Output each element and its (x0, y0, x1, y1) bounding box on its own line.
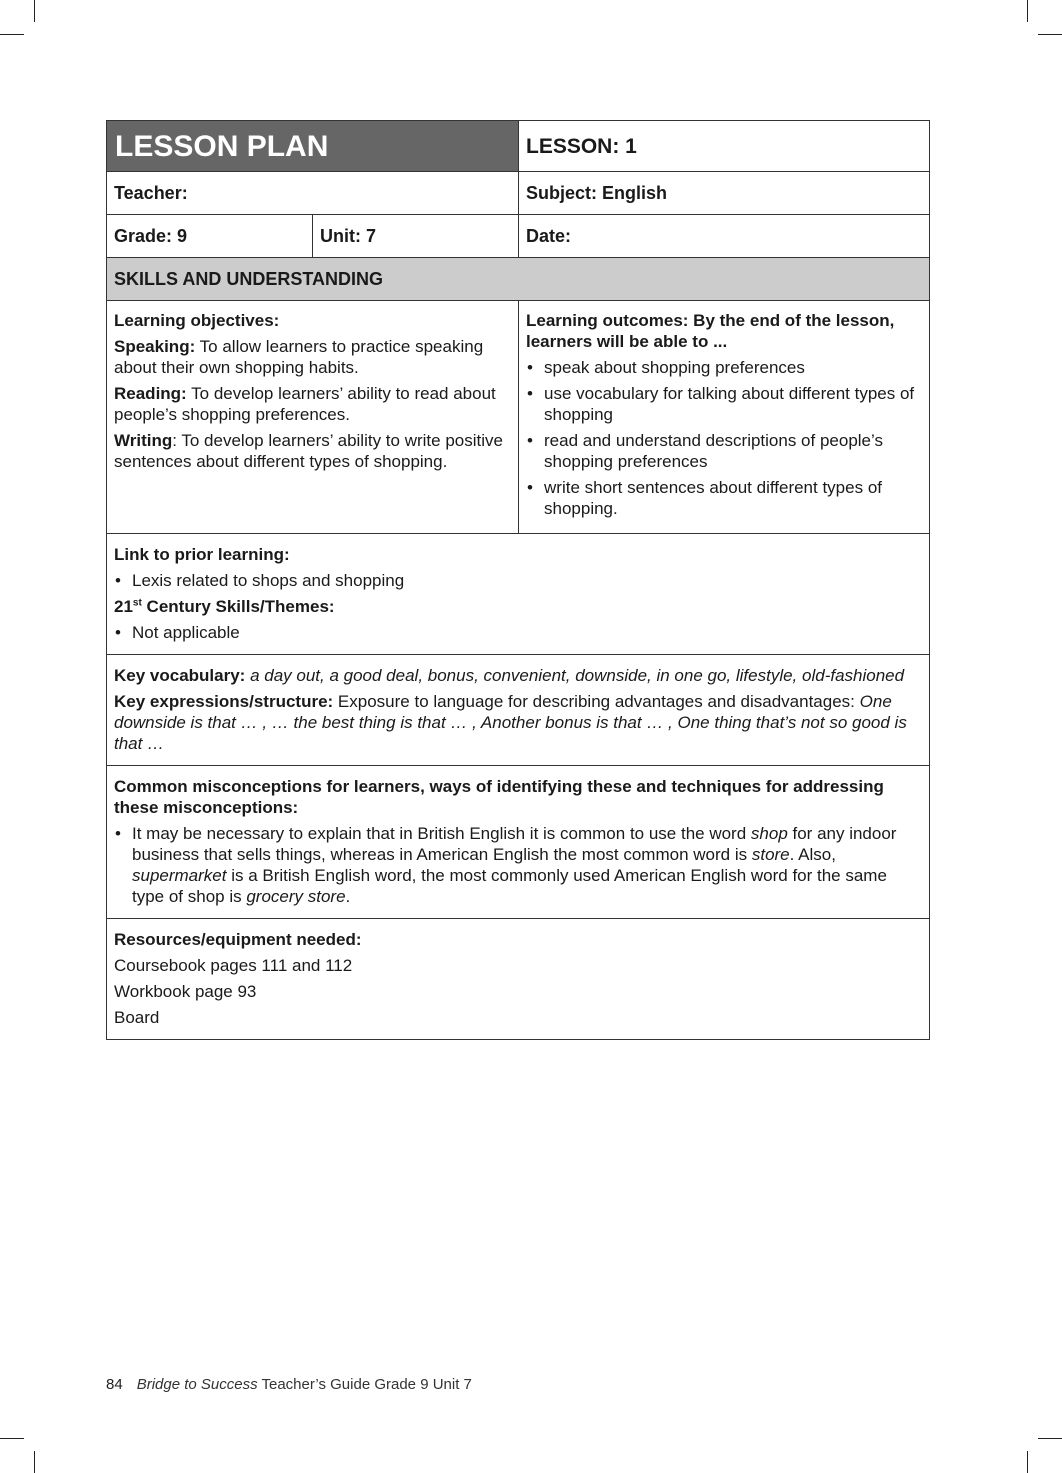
vocabulary-label: Key vocabulary: (114, 666, 246, 685)
century-suffix: st (132, 597, 142, 609)
crop-mark (1038, 1438, 1062, 1439)
prior-list (114, 570, 922, 591)
objectives-heading: Learning objectives: (114, 311, 280, 330)
objective-item (114, 383, 511, 425)
teacher-field: Teacher: (114, 182, 188, 203)
learning-objectives (107, 301, 518, 533)
vocabulary-line (114, 665, 922, 686)
key-vocabulary (107, 655, 929, 765)
objective-text: : To develop learners’ ability to write positive sentences about different types of shopping. (114, 431, 503, 471)
resources-row (107, 919, 929, 1039)
page-number: 84 (106, 1376, 123, 1393)
century-number: 21 (114, 597, 133, 616)
prior-learning-row (107, 534, 929, 655)
prior-learning-heading: Link to prior learning: (114, 545, 290, 564)
misconception-text: . Also, (789, 845, 836, 864)
outcomes-heading: Learning outcomes: By the end of the lesson, learners will be able to ... (526, 311, 895, 351)
misconceptions-heading: Common misconceptions for learners, ways of identifying these and techniques for addressing these misconceptions: (114, 777, 884, 817)
misconception-term: store (751, 845, 790, 864)
objectives-outcomes-row (107, 301, 929, 534)
crop-mark (0, 1438, 24, 1439)
lesson-plan-title: LESSON PLAN (107, 121, 518, 171)
subject-field: Subject: English (518, 172, 929, 214)
prior-item: • Lexis related to shops and shopping (114, 570, 922, 591)
outcome-item: • write short sentences about different types of shopping. (526, 477, 922, 519)
outcome-item: • use vocabulary for talking about different types of shopping (526, 383, 922, 425)
resources (107, 919, 929, 1039)
objective-text: To develop learners’ ability to read about people’s shopping preferences. (114, 384, 496, 424)
expressions-line (114, 691, 922, 754)
misconception-term: shop (750, 824, 788, 843)
resource-item: Workbook page 93 (114, 982, 257, 1001)
lesson-plan-table (106, 120, 930, 1040)
objective-label: Writing (114, 431, 173, 450)
objective-item (114, 430, 511, 472)
grade-row (107, 215, 929, 258)
title-row (107, 121, 929, 172)
book-title: Bridge to Success (136, 1376, 258, 1393)
expressions-label: Key expressions/structure: (114, 692, 334, 711)
misconception-term: grocery store (246, 887, 346, 906)
century-skills-heading (114, 596, 922, 617)
outcome-item: • speak about shopping preferences (526, 357, 922, 378)
resource-item: Board (114, 1008, 160, 1027)
objective-item (114, 336, 511, 378)
expressions-examples: One downside is that … , … the best thing is that … , Another bonus is that … , One thing that’s not so good is that … (114, 692, 907, 753)
crop-mark (34, 1451, 35, 1473)
footer-text: Teacher’s Guide Grade 9 Unit 7 (257, 1376, 472, 1393)
learning-outcomes (518, 301, 929, 533)
unit-field: Unit: 7 (312, 215, 518, 257)
misconceptions (107, 766, 929, 918)
lesson-number: LESSON: 1 (518, 121, 929, 171)
resources-heading: Resources/equipment needed: (114, 930, 362, 949)
vocabulary-text: a day out, a good deal, bonus, convenient, downside, in one go, lifestyle, old-fashioned (245, 666, 905, 685)
misconceptions-list (114, 823, 922, 907)
misconceptions-row (107, 766, 929, 919)
outcomes-list (526, 357, 922, 519)
crop-mark (34, 0, 35, 22)
outcome-item: • read and understand descriptions of people’s shopping preferences (526, 430, 922, 472)
century-label: Century Skills/Themes: (141, 597, 335, 616)
misconception-text: . (345, 887, 351, 906)
crop-mark (0, 34, 24, 35)
century-list (114, 622, 922, 643)
prior-learning (107, 534, 929, 654)
expressions-text: Exposure to language for describing advantages and disadvantages: (333, 692, 855, 711)
crop-mark (1027, 1451, 1028, 1473)
vocabulary-row (107, 655, 929, 766)
objective-label: Reading: (114, 384, 187, 403)
skills-heading-row (107, 258, 929, 301)
misconception-term: supermarket (132, 866, 227, 885)
teacher-row (107, 172, 929, 215)
resource-item: Coursebook pages 111 and 112 (114, 956, 353, 975)
objective-label: Speaking: (114, 337, 196, 356)
objective-text: To allow learners to practice speaking about their own shopping habits. (114, 337, 484, 377)
date-field: Date: (518, 215, 929, 257)
misconception-item (114, 823, 922, 907)
grade-field: Grade: 9 (114, 225, 188, 246)
misconception-text: is a British English word, the most commonly used American English word for the same type of shop is (132, 866, 887, 906)
skills-heading: SKILLS AND UNDERSTANDING (114, 268, 383, 289)
crop-mark (1027, 0, 1028, 22)
crop-mark (1038, 34, 1062, 35)
misconception-text: It may be necessary to explain that in British English it is common to use the word (132, 824, 751, 843)
misconception-text: for any indoor business that sells things, whereas in American English the most common word is (132, 824, 897, 864)
page-footer (106, 1376, 472, 1393)
century-item: • Not applicable (114, 622, 922, 643)
